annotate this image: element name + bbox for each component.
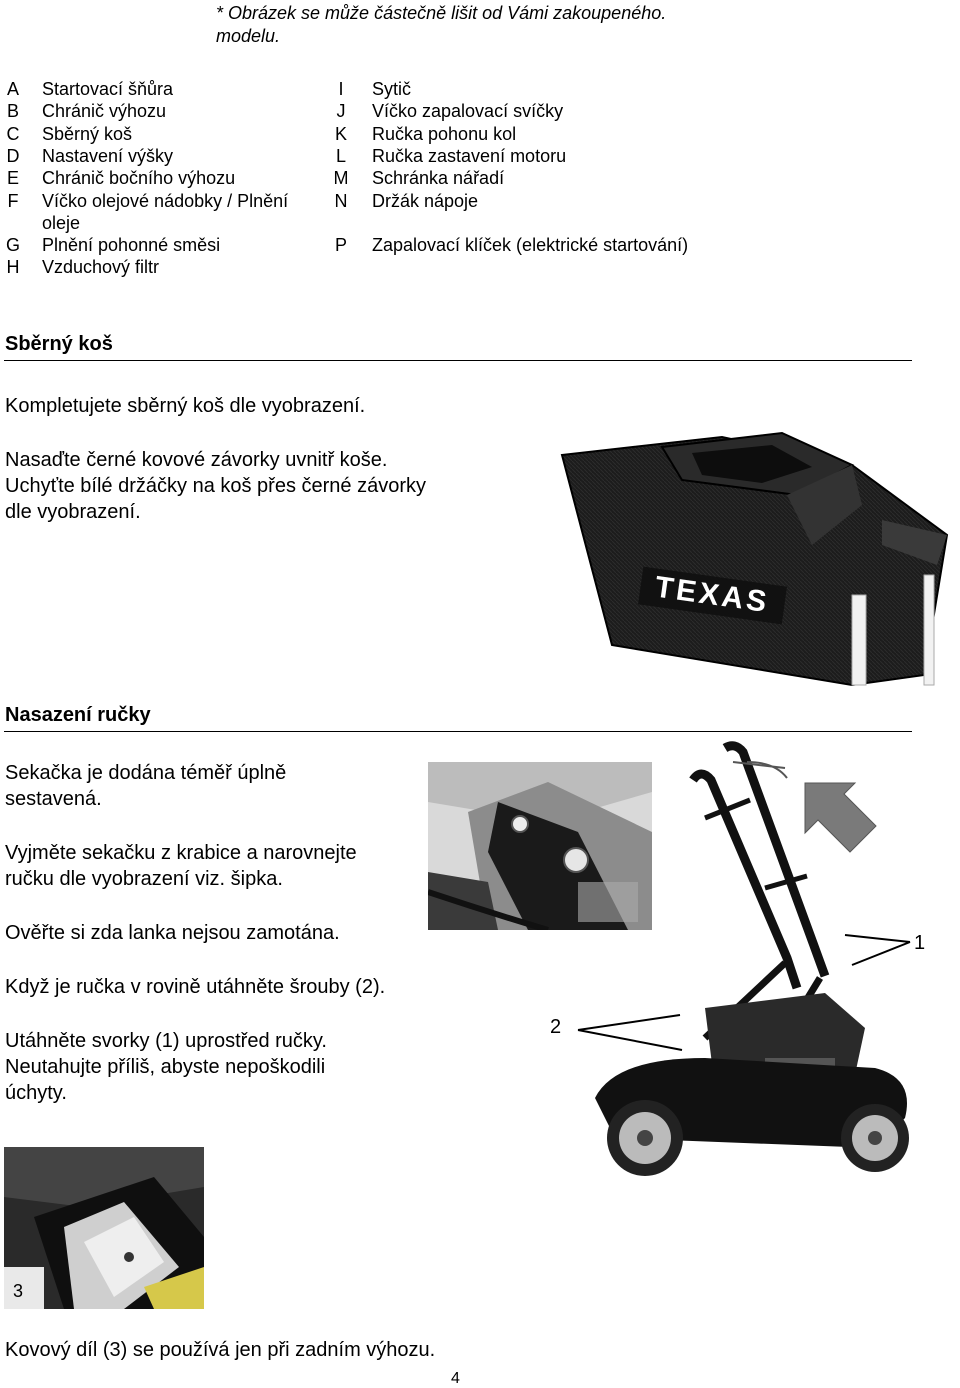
disclaimer-line-2: modelu. — [216, 26, 281, 46]
instruction-line: ručku dle vyobrazení viz. šipka. — [5, 868, 283, 890]
callout-label-2: 2 — [550, 1016, 562, 1038]
legend-text: Chránič výhozu — [42, 101, 167, 122]
legend-letter: B — [6, 101, 19, 122]
legend-letter: J — [336, 101, 346, 122]
legend-text: Víčko zapalovací svíčky — [372, 101, 564, 122]
legend-text: Startovací šňůra — [42, 79, 174, 99]
legend-text: Plnění pohonné směsi — [42, 235, 221, 256]
instruction-line: Vyjměte sekačku z krabice a narovnejte — [5, 842, 357, 864]
section-divider — [4, 360, 912, 361]
legend-text: Zapalovací klíček (elektrické startování) — [372, 235, 689, 256]
instruction-line: Nasaďte černé kovové závorky uvnitř koše. — [5, 449, 388, 471]
instruction-line: sestavená. — [5, 788, 102, 810]
legend-letter: N — [334, 190, 348, 211]
legend-text: Chránič bočního výhozu — [42, 168, 236, 189]
legend-text: Nastavení výšky — [42, 145, 174, 166]
callout-lines — [560, 920, 960, 1060]
instruction-line: Sekačka je dodána téměř úplně — [5, 762, 287, 784]
page-number: 4 — [451, 1370, 460, 1387]
legend-right — [320, 78, 740, 268]
legend-letter: E — [6, 168, 19, 189]
instruction-line: Utáhněte svorky (1) uprostřed ručky. — [5, 1030, 327, 1052]
callout-label-3: 3 — [13, 1281, 24, 1301]
instruction-line: dle vyobrazení. — [5, 501, 141, 523]
section-divider — [4, 731, 912, 732]
callout-label-1: 1 — [914, 932, 926, 954]
legend-letter: C — [6, 123, 20, 144]
legend-letter: F — [7, 190, 19, 211]
legend-letter: H — [6, 257, 20, 278]
disclaimer-line-1: * Obrázek se může částečně lišit od Vámi zakoupeného. — [216, 3, 667, 23]
legend-text: Sytič — [372, 79, 412, 99]
disclaimer-note — [216, 2, 716, 48]
legend-text: Vzduchový filtr — [42, 257, 160, 278]
section-title-handle: Nasazení ručky — [5, 704, 151, 726]
legend-text: Schránka nářadí — [372, 168, 505, 189]
section-title-grass-box: Sběrný koš — [5, 333, 113, 355]
instruction-clips — [5, 447, 525, 525]
legend-letter: K — [334, 123, 347, 144]
legend-left — [0, 78, 320, 278]
grass-box-brand-label: TEXAS — [652, 570, 772, 620]
instruction-assemble-box: Kompletujete sběrný koš dle vyobrazení. — [5, 395, 366, 417]
legend-text: Držák nápoje — [372, 190, 479, 211]
legend-text: Ručka zastavení motoru — [372, 145, 567, 166]
legend-letter: G — [5, 235, 20, 256]
legend-letter: P — [334, 235, 347, 256]
side-discharge-part-photo — [4, 1147, 204, 1309]
legend-letter: D — [6, 145, 20, 166]
legend-letter: I — [338, 79, 344, 99]
instruction-line: úchyty. — [5, 1082, 67, 1104]
grass-box-illustration — [552, 425, 957, 695]
instruction-unbox — [5, 840, 425, 892]
instruction-cables: Ověřte si zda lanka nejsou zamotána. — [5, 922, 340, 944]
caption-side-discharge: Kovový díl (3) se používá jen při zadním výhozu. — [5, 1339, 436, 1361]
legend-letter: L — [335, 145, 346, 166]
legend-letter: M — [333, 168, 349, 189]
instruction-line: Neutahujte příliš, abyste nepoškodili — [5, 1056, 326, 1078]
instruction-tighten-screws: Když je ručka v rovině utáhněte šrouby (2). — [5, 976, 386, 998]
legend-text: Sběrný koš — [42, 123, 133, 144]
legend-text: Víčko olejové nádobky / Plnění — [42, 190, 289, 211]
instruction-assembled — [5, 760, 425, 812]
legend-text: Ručka pohonu kol — [372, 123, 517, 144]
instruction-clamps — [5, 1028, 425, 1106]
legend-letter: A — [6, 79, 19, 99]
legend-text-continued: oleje — [42, 212, 81, 233]
instruction-line: Uchyťte bílé držáčky na koš přes černé závorky — [5, 475, 427, 497]
